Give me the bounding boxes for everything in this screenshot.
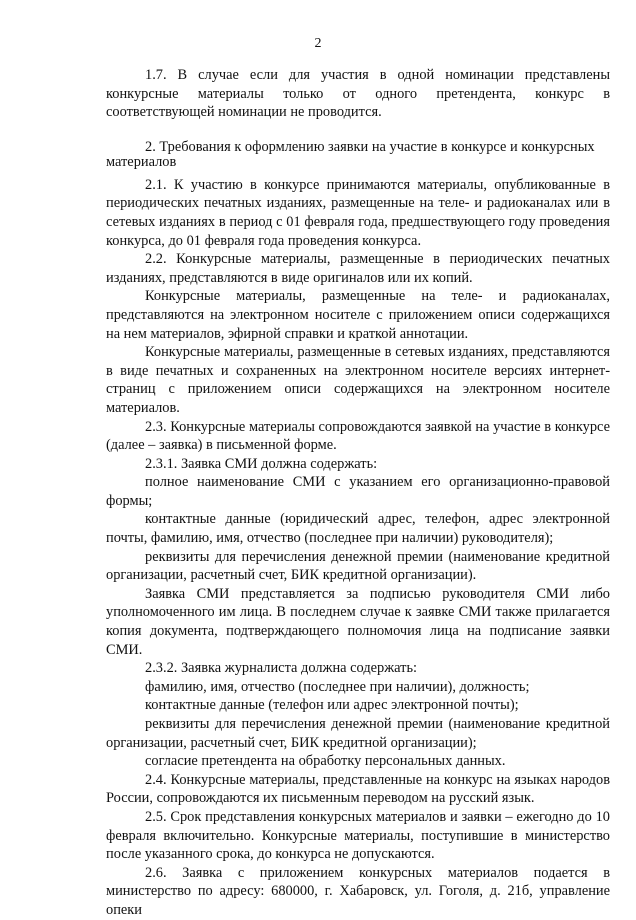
- paragraph-fio: фамилию, имя, отчество (последнее при наличии), должность;: [145, 678, 530, 695]
- paragraph-tv-radio: Конкурсные материалы, размещенные на теле- и радиоканалах, представляются на электронном носителе с приложением описи содержащихся на нем материалов, эфирной справки и краткой аннотации.: [106, 288, 610, 342]
- paragraph-bank-details: реквизиты для перечисления денежной премии (наименование кредитной организации, расчетный счет, БИК кредитной организации).: [106, 548, 610, 584]
- paragraph-journalist-contacts: контактные данные (телефон или адрес электронной почты);: [145, 697, 519, 714]
- paragraph-2-3-1: 2.3.1. Заявка СМИ должна содержать:: [145, 455, 378, 472]
- paragraph-consent: согласие претендента на обработку персональных данных.: [145, 753, 506, 770]
- paragraph-2-2: 2.2. Конкурсные материалы, размещенные в периодических печатных изданиях, представляются в виде оригиналов или их копий.: [106, 251, 610, 286]
- document-body: [106, 66, 610, 920]
- paragraph-full-name: полное наименование СМИ с указанием его организационно-правовой формы;: [106, 474, 610, 509]
- section-2-heading: 2. Требования к оформлению заявки на участие в конкурсе и конкурсных материалов: [106, 138, 595, 170]
- paragraph-2-3-2: 2.3.2. Заявка журналиста должна содержать:: [145, 660, 418, 677]
- page-number: 2: [314, 36, 322, 51]
- paragraph-2-6: 2.6. Заявка с приложением конкурсных материалов подается в министерство по адресу: 680000, г. Хабаровск, ул. Гоголя, д. 21б, управление опеки: [106, 864, 610, 918]
- paragraph-2-1: 2.1. К участию в конкурсе принимаются материалы, опубликованные в периодических печатных изданиях, размещенные на теле- и радиоканалах или в сетевых изданиях в период с 01 февраля года, предшествующего году проведения конкурса, до 01 февраля года проведения конкурса.: [106, 176, 610, 249]
- paragraph-signature: Заявка СМИ представляется за подписью руководителя СМИ либо уполномоченного им лица. В последнем случае к заявке СМИ также прилагается копия документа, подтверждающего полномочия лица на подписание заявки СМИ.: [106, 585, 610, 658]
- paragraph-2-4: 2.4. Конкурсные материалы, представленные на конкурс на языках народов России, сопровождаются их письменным переводом на русский язык.: [106, 771, 610, 807]
- paragraph-1-7: 1.7. В случае если для участия в одной номинации представлены конкурсные материалы только от одного претендента, конкурс в соответствующей номинации не проводится.: [106, 67, 610, 121]
- paragraph-online: Конкурсные материалы, размещенные в сетевых изданиях, представляются в виде печатных и сохраненных на электронном носителе версиях интернет-страниц с приложением описи содержащихся на электронном носителе материалов.: [106, 344, 610, 416]
- paragraph-2-5: 2.5. Срок представления конкурсных материалов и заявки – ежегодно до 10 февраля включительно. Конкурсные материалы, поступившие в министерство после указанного срока, до конкурса не допускаются.: [106, 808, 610, 863]
- paragraph-2-3: 2.3. Конкурсные материалы сопровождаются заявкой на участие в конкурсе (далее – заявка) в письменной форме.: [106, 418, 610, 454]
- paragraph-contacts: контактные данные (юридический адрес, телефон, адрес электронной почты, фамилию, имя, отчество (последнее при наличии) руководителя);: [106, 511, 610, 547]
- paragraph-journalist-bank: реквизиты для перечисления денежной премии (наименование кредитной организации, расчетный счет, БИК кредитной организации);: [106, 716, 610, 751]
